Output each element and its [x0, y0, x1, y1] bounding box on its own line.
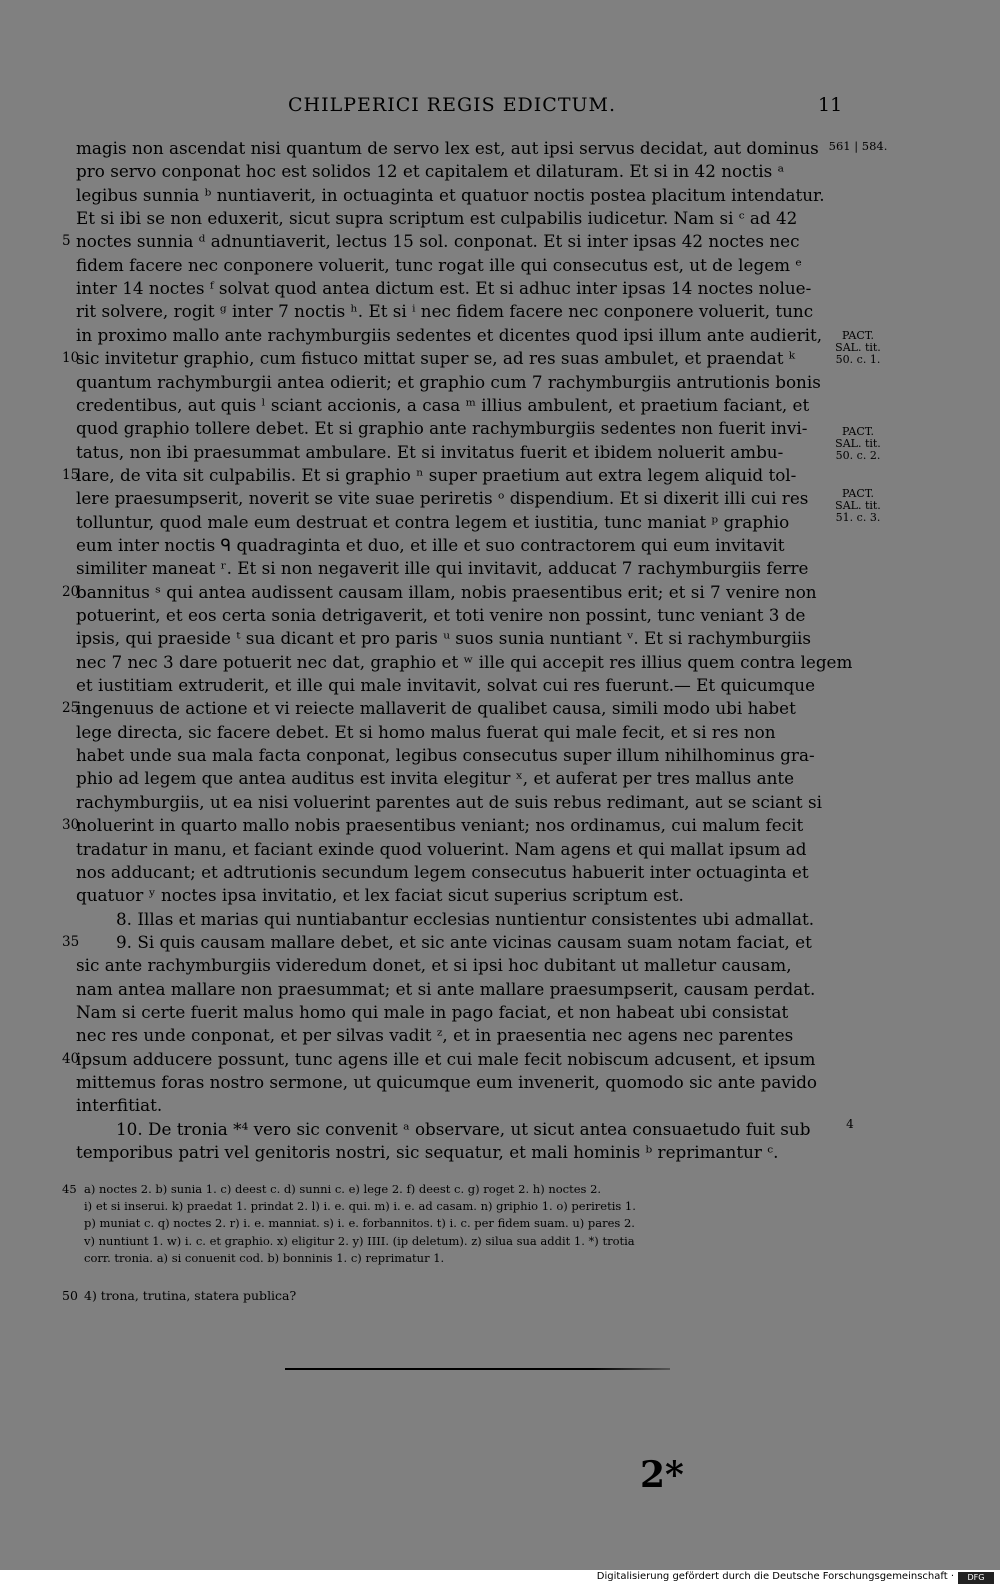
footnote-text: i) et si inserui. k) praedat 1. prindat 2. l) i. e. qui. m) i. e. ad casam. n) griphio 1. o) periretis 1.	[84, 1199, 636, 1214]
text-line	[66, 558, 856, 581]
text-line	[66, 885, 856, 908]
line-text: ingenuus de actione et vi reiecte mallaverit de qualibet causa, simili modo ubi habet	[76, 698, 796, 719]
line-text: in proximo mallo ante rachymburgiis sedentes et dicentes quod ipsi illum ante audierit,	[76, 324, 823, 345]
credit-text: Digitalisierung gefördert durch die Deutsche Forschungsgemeinschaft ·	[596, 1571, 954, 1582]
footnote-line-number: 45	[62, 1182, 77, 1196]
line-text: lare, de vita sit culpabilis. Et si graphio ⁿ super praetium aut extra legem aliquid tol-	[76, 464, 797, 485]
text-line	[66, 442, 856, 465]
text-line	[66, 768, 856, 791]
text-line	[66, 488, 856, 511]
line-number: 10	[62, 350, 80, 367]
text-line	[66, 208, 856, 231]
line-text: mittemus foras nostro sermone, ut quicumque eum invenerit, quomodo sic ante pavido	[76, 1072, 818, 1092]
text-line	[66, 839, 856, 862]
line-number: 25	[62, 700, 80, 717]
margin-note-561: 561 | 584.	[828, 139, 888, 153]
text-line	[66, 745, 856, 768]
line-number: 15	[62, 466, 80, 483]
line-text: tradatur in manu, et faciant exinde quod voluerint. Nam agens et qui mallat ipsum ad	[76, 838, 807, 859]
line-text: potuerint, et eos certa sonia detrigaverit, et toti venire non possint, tunc veniant 3 de	[76, 605, 806, 625]
line-text: quantum rachymburgii antea odierit; et graphio cum 7 rachymburgiis antrutionis bonis	[76, 371, 821, 392]
text-line	[66, 372, 856, 395]
margin-note-pact-1: PACT. SAL. tit. 50. c. 1.	[835, 329, 881, 366]
text-line	[66, 138, 856, 161]
line-text: eum inter noctis ᑫ quadraginta et duo, et ille et suo contractorem qui eum invitavit	[76, 534, 785, 555]
line-text: inter 14 noctes ᶠ solvat quod antea dictum est. Et si adhuc inter ipsas 14 noctes nolue-	[76, 278, 812, 299]
text-line	[66, 1072, 856, 1095]
line-text: habet unde sua mala facta conponat, legibus consecutus super illum nihilhominus gra-	[76, 745, 815, 766]
text-line	[66, 161, 856, 184]
text-line	[66, 1025, 856, 1048]
text-line	[66, 675, 856, 698]
line-number: 35	[62, 933, 80, 950]
line-text: nec res unde conponat, et per silvas vadit ᶻ, et in praesentia nec agens nec parentes	[76, 1025, 794, 1046]
line-text: phio ad legem que antea auditus est invita elegitur ˣ, et auferat per tres mallus ante	[76, 768, 795, 789]
line-text: ipsum adducere possunt, tunc agens ille et cui male fecit nobiscum adcusent, et ipsum	[76, 1048, 816, 1069]
text-line	[66, 909, 856, 932]
line-text: similiter maneat ʳ. Et si non negaverit ille qui invitavit, adducat 7 rachymburgiis ferre	[76, 558, 809, 579]
credit-bar	[0, 1570, 1000, 1586]
text-line	[66, 955, 856, 978]
line-text: nam antea mallare non praesummat; et si ante mallare praesumpserit, causam perdat.	[76, 978, 816, 999]
line-text: 9. Si quis causam mallare debet, et sic ante vicinas causam suam notam faciat, et	[116, 931, 812, 952]
line-text: temporibus patri vel genitoris nostri, sic sequatur, et mali hominis ᵇ reprimantur ᶜ.	[76, 1142, 779, 1163]
text-line	[66, 278, 856, 301]
page-number: 11	[818, 94, 843, 116]
text-line	[62, 581, 856, 605]
text-line	[66, 325, 856, 348]
line-text: 8. Illas et marias qui nuntiabantur ecclesias nuntientur consistentes ubi admallat.	[116, 908, 815, 929]
line-text: bannitus ˢ qui antea audissent causam illam, nobis praesentibus erit; et si 7 venire non	[76, 581, 817, 602]
text-line	[62, 815, 856, 838]
signature-mark: 2*	[640, 1454, 684, 1496]
line-text: interfitiat.	[76, 1095, 163, 1116]
text-line	[66, 1142, 856, 1165]
text-line	[66, 1002, 856, 1025]
text-line	[66, 255, 856, 278]
line-number: 20	[62, 583, 80, 600]
footnote-line	[62, 1182, 862, 1199]
line-text: 10. De tronia *⁴ vero sic convenit ᵃ observare, ut sicut antea consuaetudo fuit sub	[116, 1118, 811, 1139]
text-line	[66, 395, 856, 418]
line-text: tolluntur, quod male eum destruat et contra legem et iustitia, tunc maniat ᵖ graphio	[76, 511, 790, 532]
text-line	[66, 792, 856, 815]
line-text: quod graphio tollere debet. Et si graphio ante rachymburgiis sedentes non fuerit invi-	[76, 418, 808, 439]
text-line	[62, 231, 856, 254]
line-text: lege directa, sic facere debet. Et si homo malus fuerat qui male fecit, et si res non	[76, 721, 776, 742]
line-text: pro servo conponat hoc est solidos 12 et capitalem et dilaturam. Et si in 42 noctis ᵃ	[76, 161, 785, 182]
text-line	[62, 464, 856, 488]
line-text: noctes sunnia ᵈ adnuntiaverit, lectus 15 sol. conponat. Et si inter ipsas 42 noctes nec	[76, 231, 800, 252]
text-line	[66, 862, 856, 885]
text-line	[66, 535, 856, 558]
line-text: legibus sunnia ᵇ nuntiaverit, in octuaginta et quatuor noctis postea placitum intendatur.	[76, 184, 825, 205]
line-text: rit solvere, rogit ᵍ inter 7 noctis ʰ. Et si ⁱ nec fidem facere nec conponere voluerit, tunc	[76, 301, 814, 322]
text-line	[66, 652, 856, 675]
line-text: fidem facere nec conponere voluerit, tunc rogat ille qui consecutus est, ut de legem ᵉ	[76, 254, 802, 275]
line-text: magis non ascendat nisi quantum de servo lex est, aut ipsi servus decidat, aut dominus	[76, 138, 819, 158]
footnote-text: p) muniat c. q) noctes 2. r) i. e. manniat. s) i. e. forbannitos. t) i. c. per fidem suam. u) pares 2.	[84, 1216, 635, 1231]
line-text: nec 7 nec 3 dare potuerit nec dat, graphio et ʷ ille qui accepit res illius quem contra legem	[76, 651, 853, 672]
dfg-logo-icon: DFG	[958, 1572, 994, 1584]
line-text: lere praesumpserit, noverit se vite suae periretis ᵒ dispendium. Et si dixerit illi cui res	[76, 488, 809, 509]
footnote-line	[62, 1199, 862, 1216]
text-line	[66, 979, 856, 1002]
footnote-text: v) nuntiunt 1. w) i. c. et graphio. x) eligitur 2. y) IIII. (ip deletum). z) silua sua addit 1. *) trotia	[84, 1233, 635, 1248]
footnote-text: corr. tronia. a) si conuenit cod. b) bonninis 1. c) reprimatur 1.	[84, 1250, 445, 1265]
line-text: ipsis, qui praeside ᵗ sua dicant et pro paris ᵘ suos sunia nuntiant ᵛ. Et si rachymburgiis	[76, 628, 811, 649]
text-line	[62, 348, 856, 371]
text-line	[66, 301, 856, 324]
line-text: quatuor ʸ noctes ipsa invitatio, et lex faciat sicut superius scriptum est.	[76, 885, 684, 906]
footnote-line	[62, 1251, 862, 1268]
text-line	[66, 418, 856, 441]
line-text: noluerint in quarto mallo nobis praesentibus veniant; nos ordinamus, cui malum fecit	[76, 815, 804, 836]
line-text: rachymburgiis, ut ea nisi voluerint parentes aut de suis rebus redimant, aut se sciant si	[76, 791, 822, 812]
text-line	[66, 605, 856, 628]
line-text: Nam si certe fuerit malus homo qui male in pago faciat, et non habeat ubi consistat	[76, 1001, 789, 1022]
line-text: nos adducant; et adtrutionis secundum legem consecutus habuerit inter octuaginta et	[76, 861, 809, 882]
footnote-line	[62, 1234, 862, 1251]
running-title: CHILPERICI REGIS EDICTUM.	[288, 94, 617, 116]
margin-note-4: 4	[846, 1117, 854, 1131]
text-line	[66, 185, 856, 208]
text-line	[66, 512, 856, 535]
line-text: sic invitetur graphio, cum fistuco mittat super se, ad res suas ambulet, et praendat ᵏ	[76, 348, 795, 369]
text-line	[62, 698, 856, 721]
margin-note-pact-3: PACT. SAL. tit. 51. c. 3.	[835, 487, 881, 524]
line-text: tatus, non ibi praesummat ambulare. Et si invitatus fuerit et ibidem noluerit ambu-	[76, 441, 784, 462]
footnote-extra: 50 4) trona, trutina, statera publica?	[62, 1288, 297, 1303]
page-rule	[285, 1368, 670, 1370]
footnote-line	[62, 1216, 862, 1233]
text-line	[62, 1048, 856, 1072]
text-line	[66, 722, 856, 745]
line-number: 40	[62, 1050, 80, 1067]
running-header	[0, 92, 1000, 122]
footnote-text: a) noctes 2. b) sunia 1. c) deest c. d) sunni c. e) lege 2. f) deest c. g) roget 2. h) noctes 2.	[84, 1182, 602, 1196]
line-text: et iustitiam extruderit, et ille qui male invitavit, solvat cui res fuerunt.— Et quicumque	[76, 675, 815, 696]
line-text: credentibus, aut quis ˡ sciant accionis, a casa ᵐ illius ambulent, et praetium faciant, et	[76, 394, 810, 415]
text-line	[66, 1119, 856, 1142]
text-line	[66, 628, 856, 651]
line-text: Et si ibi se non eduxerit, sicut supra scriptum est culpabilis iudicetur. Nam si ᶜ ad 42	[76, 208, 798, 229]
line-number: 30	[62, 817, 80, 834]
margin-note-pact-2: PACT. SAL. tit. 50. c. 2.	[835, 425, 881, 462]
line-text: sic ante rachymburgiis videredum donet, et si ipsi hoc dubitant ut malletur causam,	[76, 955, 792, 976]
text-line	[62, 931, 856, 955]
text-line	[66, 1095, 856, 1118]
line-number: 5	[62, 233, 71, 250]
